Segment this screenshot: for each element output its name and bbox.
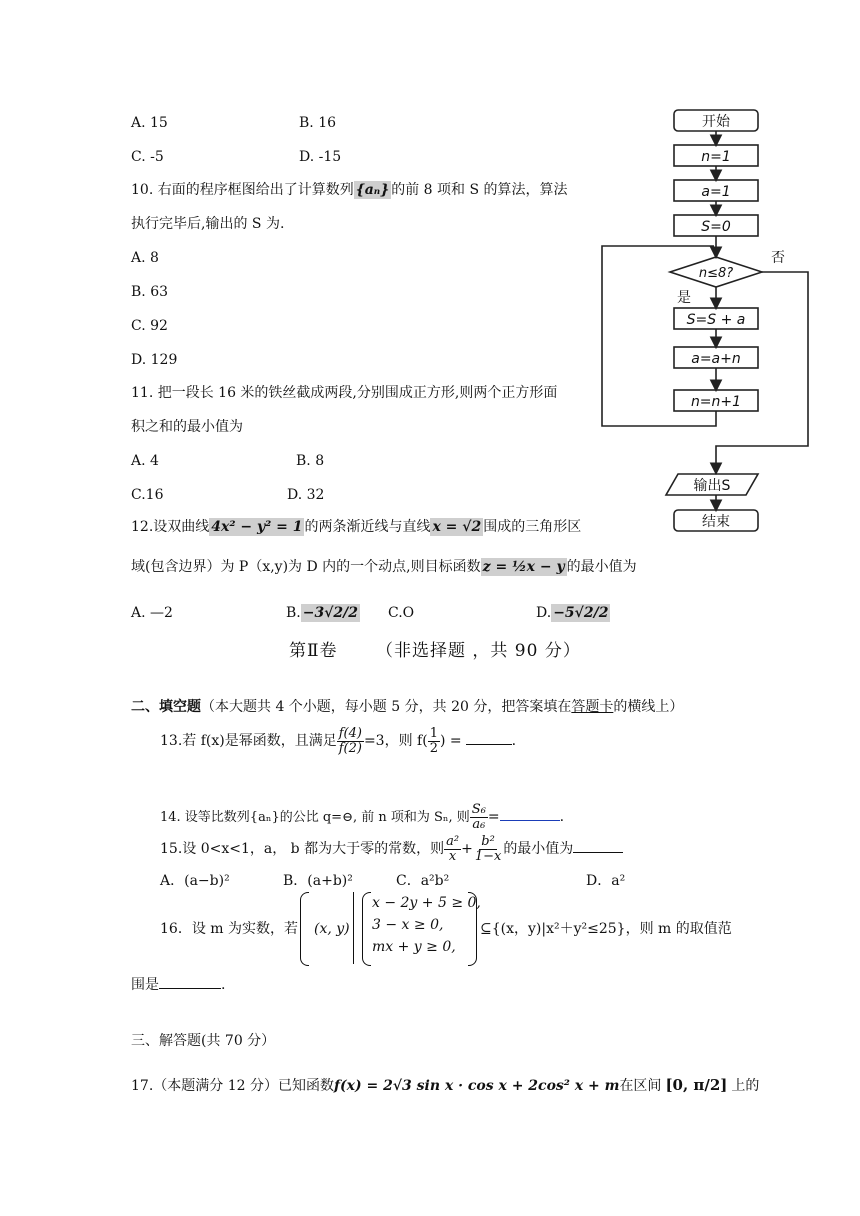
q16-system-brace (362, 892, 371, 966)
q12-text-d: 域(包含边界）为 P（x,y)为 D 内的一个动点,则目标函数 (131, 559, 481, 575)
fill-header-end: 的横线上） (613, 699, 684, 715)
flow-output-label: 输出S (693, 478, 731, 494)
q12-option-b-label: B. (286, 605, 301, 621)
q12-option-a: A. —2 (131, 605, 173, 621)
q16-ineq-1: x − 2y + 5 ≥ 0, (372, 895, 481, 911)
q15-frac2-den: 1−x (474, 848, 502, 864)
q12-line1 (131, 518, 581, 536)
q14-text-a: 14. 设等比数列{aₙ}的公比 q=⊖, 前 n 项和为 Sₙ, 则 (160, 810, 470, 825)
q11-option-d: D. 32 (287, 487, 325, 503)
q16-set-brace-left (300, 892, 309, 966)
q15-frac1-num: a² (446, 833, 460, 849)
q10-text-b: 的前 8 项和 S 的算法，算法 (391, 182, 568, 198)
q16-set-brace-right (468, 892, 477, 966)
q10-text-a: 10. 右面的程序框图给出了计算数列 (131, 182, 354, 198)
q16-line2 (131, 974, 225, 994)
q15-frac2-num: b² (481, 833, 495, 849)
q13-ratio-den: f(2) (338, 740, 362, 756)
q11-line2: 积之和的最小值为 (131, 419, 243, 435)
q16-text-a: 16．设 m 为实数，若 (160, 921, 298, 937)
q10-sequence: {aₙ} (355, 182, 390, 198)
q13-ratio (337, 727, 364, 756)
q15-option-b: B．(a+b)² (283, 873, 353, 889)
q13-text-a: 13.若 f(x)是幂函数，且满足 (160, 733, 337, 749)
flow-a1-label: a=1 (701, 184, 731, 200)
q12-option-d-label: D. (536, 605, 552, 621)
q10-line1 (131, 181, 568, 199)
q12-option-b (286, 604, 360, 622)
q15-option-d: D．a² (586, 873, 626, 889)
q9-option-c: C. -5 (131, 149, 164, 165)
q15-frac1-den: x (448, 848, 457, 864)
flow-ss-label: S=S + a (686, 312, 746, 328)
q10-option-c: C. 92 (131, 318, 168, 334)
q10-line2: 执行完毕后,输出的 S 为. (131, 216, 285, 232)
q14-ratio-den: a₆ (472, 816, 486, 832)
q14-answer-blank[interactable] (500, 806, 560, 821)
flow-end-label: 结束 (702, 514, 730, 530)
q12-line2 (131, 558, 637, 576)
q15-plus: + (461, 841, 473, 857)
q12-text-e: 的最小值为 (566, 559, 637, 575)
flow-condition-label: n≤8? (698, 266, 734, 281)
q14-eq: = (487, 809, 500, 825)
q12-option-b-value: −3√2/2 (302, 605, 359, 621)
flow-aa-label: a=a+n (691, 351, 741, 367)
q17-text-b: 在区间 (619, 1078, 662, 1094)
q15-option-a: A．(a−b)² (160, 873, 230, 889)
flow-start-label: 开始 (702, 114, 730, 130)
q15-option-c: C．a²b² (396, 873, 450, 889)
flow-no-label: 否 (771, 250, 785, 266)
q17-function: f(x) = 2√3 sin x · cos x + 2cos² x + m (333, 1078, 620, 1094)
section2-subtitle: （非选择题 ，共 90 分） (376, 641, 581, 661)
flow-n1-label: n=1 (701, 149, 731, 165)
q11-option-a: A. 4 (131, 453, 159, 469)
q15-answer-blank[interactable] (573, 838, 623, 853)
q11-line1: 11. 把一段长 16 米的铁丝截成两段,分别围成正方形,则两个正方形面 (131, 385, 558, 401)
q14-ratio (470, 803, 488, 832)
q16-end: . (221, 977, 226, 993)
q12-option-d (536, 604, 610, 622)
q16-ineq-2: 3 − x ≥ 0, (372, 917, 444, 933)
q13-half (428, 727, 440, 756)
q17-interval: [0, π/2] (665, 1076, 728, 1094)
q12-hyperbola: 4x² − y² = 1 (211, 519, 303, 535)
fill-header-text: （本大题共 4 个小题，每小题 5 分，共 20 分，把答案填在 (201, 699, 572, 715)
fill-header-title: 二、填空题 (131, 699, 201, 715)
q12-line-eq: x = √2 (432, 519, 482, 535)
q13-answer-blank[interactable] (466, 730, 512, 745)
fill-header (131, 698, 683, 716)
q16-system (372, 892, 481, 958)
q9-option-b: B. 16 (299, 115, 337, 131)
q16-answer-blank[interactable] (159, 974, 221, 989)
flow-yes-label: 是 (677, 290, 691, 306)
q13-half-den: 2 (429, 740, 438, 756)
q15-frac1 (444, 835, 461, 864)
flow-nn-label: n=n+1 (690, 394, 742, 410)
q13-text-b: =3，则 f( (363, 733, 428, 749)
q14-ratio-num: S₆ (471, 801, 486, 817)
flowchart (586, 100, 830, 542)
q16-text-c: 围是 (131, 977, 159, 993)
q10-option-b: B. 63 (131, 284, 169, 300)
q12-option-d-value: −5√2/2 (553, 605, 609, 621)
q15-frac2 (473, 835, 504, 864)
q13-text-c: ) = (439, 733, 462, 749)
q17-text-a: 17.（本题满分 12 分）已知函数 (131, 1078, 334, 1094)
solve-header: 三、解答题(共 70 分） (131, 1033, 276, 1049)
q9-option-a: A. 15 (131, 115, 168, 131)
q15-text-a: 15.设 0<x<1，a， b 都为大于零的常数，则 (160, 841, 445, 857)
q16-text-b: ⊆{(x，y)|x²＋y²≤25}，则 m 的取值范 (480, 921, 732, 937)
q9-option-d: D. -15 (299, 149, 342, 165)
q10-option-a: A. 8 (131, 250, 159, 266)
q12-text-a: 12.设双曲线 (131, 519, 210, 535)
q14: 14. 设等比数列{aₙ}的公比 q=⊖, 前 n 项和为 Sₙ, 则 $\frac{\text{S₆}}{\text{a₆}}$ = . (160, 801, 565, 832)
q12-option-c: C.O (388, 605, 415, 621)
q11-option-b: B. 8 (296, 453, 325, 469)
q12-objective: z = ½x − y (482, 559, 565, 575)
q12-text-c: 围成的三角形区 (483, 519, 582, 535)
q16-set-separator (353, 892, 354, 964)
q13: 13.若 f(x)是幂函数，且满足 $\frac{f(4)}{f(2)}$ =3，则 f( $\frac{1}{2}$ ) = . (160, 725, 517, 756)
q11-option-c: C.16 (131, 487, 164, 503)
q15-text-b: 的最小值为 (503, 841, 574, 857)
q12-text-b: 的两条渐近线与直线 (304, 519, 431, 535)
q15 (160, 834, 623, 864)
q13-half-num: 1 (429, 725, 438, 741)
q17 (131, 1072, 759, 1099)
section2-title: 第Ⅱ卷 (289, 641, 338, 661)
q10-option-d: D. 129 (131, 352, 178, 368)
q17-text-c: 上的 (731, 1078, 760, 1094)
q13-ratio-num: f(4) (338, 725, 362, 741)
q16-ineq-3: mx + y ≥ 0, (372, 939, 456, 955)
q16-xy: (x, y) (314, 921, 350, 937)
fill-header-answer-card: 答题卡 (571, 699, 614, 715)
flow-s0-label: S=0 (701, 219, 731, 235)
